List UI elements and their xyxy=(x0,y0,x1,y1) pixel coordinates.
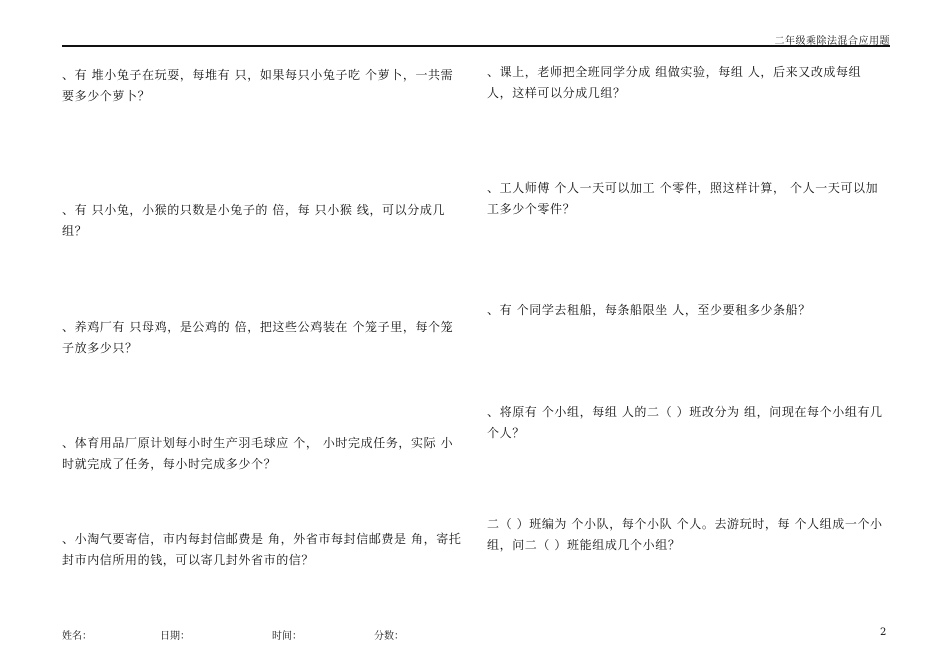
question-1: 、有 堆小兔子在玩耍，每堆有 只，如果每只小兔子吃 个萝卜，一共需要多少个萝卜？ xyxy=(62,68,454,103)
question-9: 、将原有 个小组，每组 人的二（ ）班改分为 组，问现在每个小组有几个人？ xyxy=(487,405,883,440)
question-5: 、小淘气要寄信，市内每封信邮费是 角，外省市每封信邮费是 角，寄托封市内信所用的钱，可以寄几封外省市的信？ xyxy=(62,532,462,567)
score-label: 分数： xyxy=(374,631,404,642)
date-label: 日期： xyxy=(160,631,190,642)
worksheet-title: 二年级乘除法混合应用题 xyxy=(774,36,890,47)
question-8: 、有 个同学去租船，每条船限坐 人，至少要租多少条船？ xyxy=(487,303,811,317)
question-3: 、养鸡厂有 只母鸡，是公鸡的 倍，把这些公鸡装在 个笼子里，每个笼子放多少只？ xyxy=(62,320,454,355)
question-6: 、课上，老师把全班同学分成 组做实验，每组 人，后来又改成每组 人，这样可以分成几组？ xyxy=(487,65,862,100)
question-4: 、体育用品厂原计划每小时生产羽毛球应 个， 小时完成任务，实际 小时就完成了任务，每小时完成多少个？ xyxy=(62,436,454,471)
question-10: 二（ ）班编为 个小队，每个小队 个人。去游玩时，每 个人组成一个小组，问二（ ）班能组成几个小组？ xyxy=(487,517,883,552)
name-label: 姓名： xyxy=(62,631,92,642)
question-2: 、有 只小兔，小猴的只数是小兔子的 倍，每 只小猴 线，可以分成几组？ xyxy=(62,203,446,238)
question-7: 、工人师傅 个人一天可以加工 个零件，照这样计算， 个人一天可以加工多少个零件？ xyxy=(487,181,879,216)
page-number: 2 xyxy=(880,627,887,638)
header-divider xyxy=(62,45,890,47)
time-label: 时间： xyxy=(272,631,302,642)
